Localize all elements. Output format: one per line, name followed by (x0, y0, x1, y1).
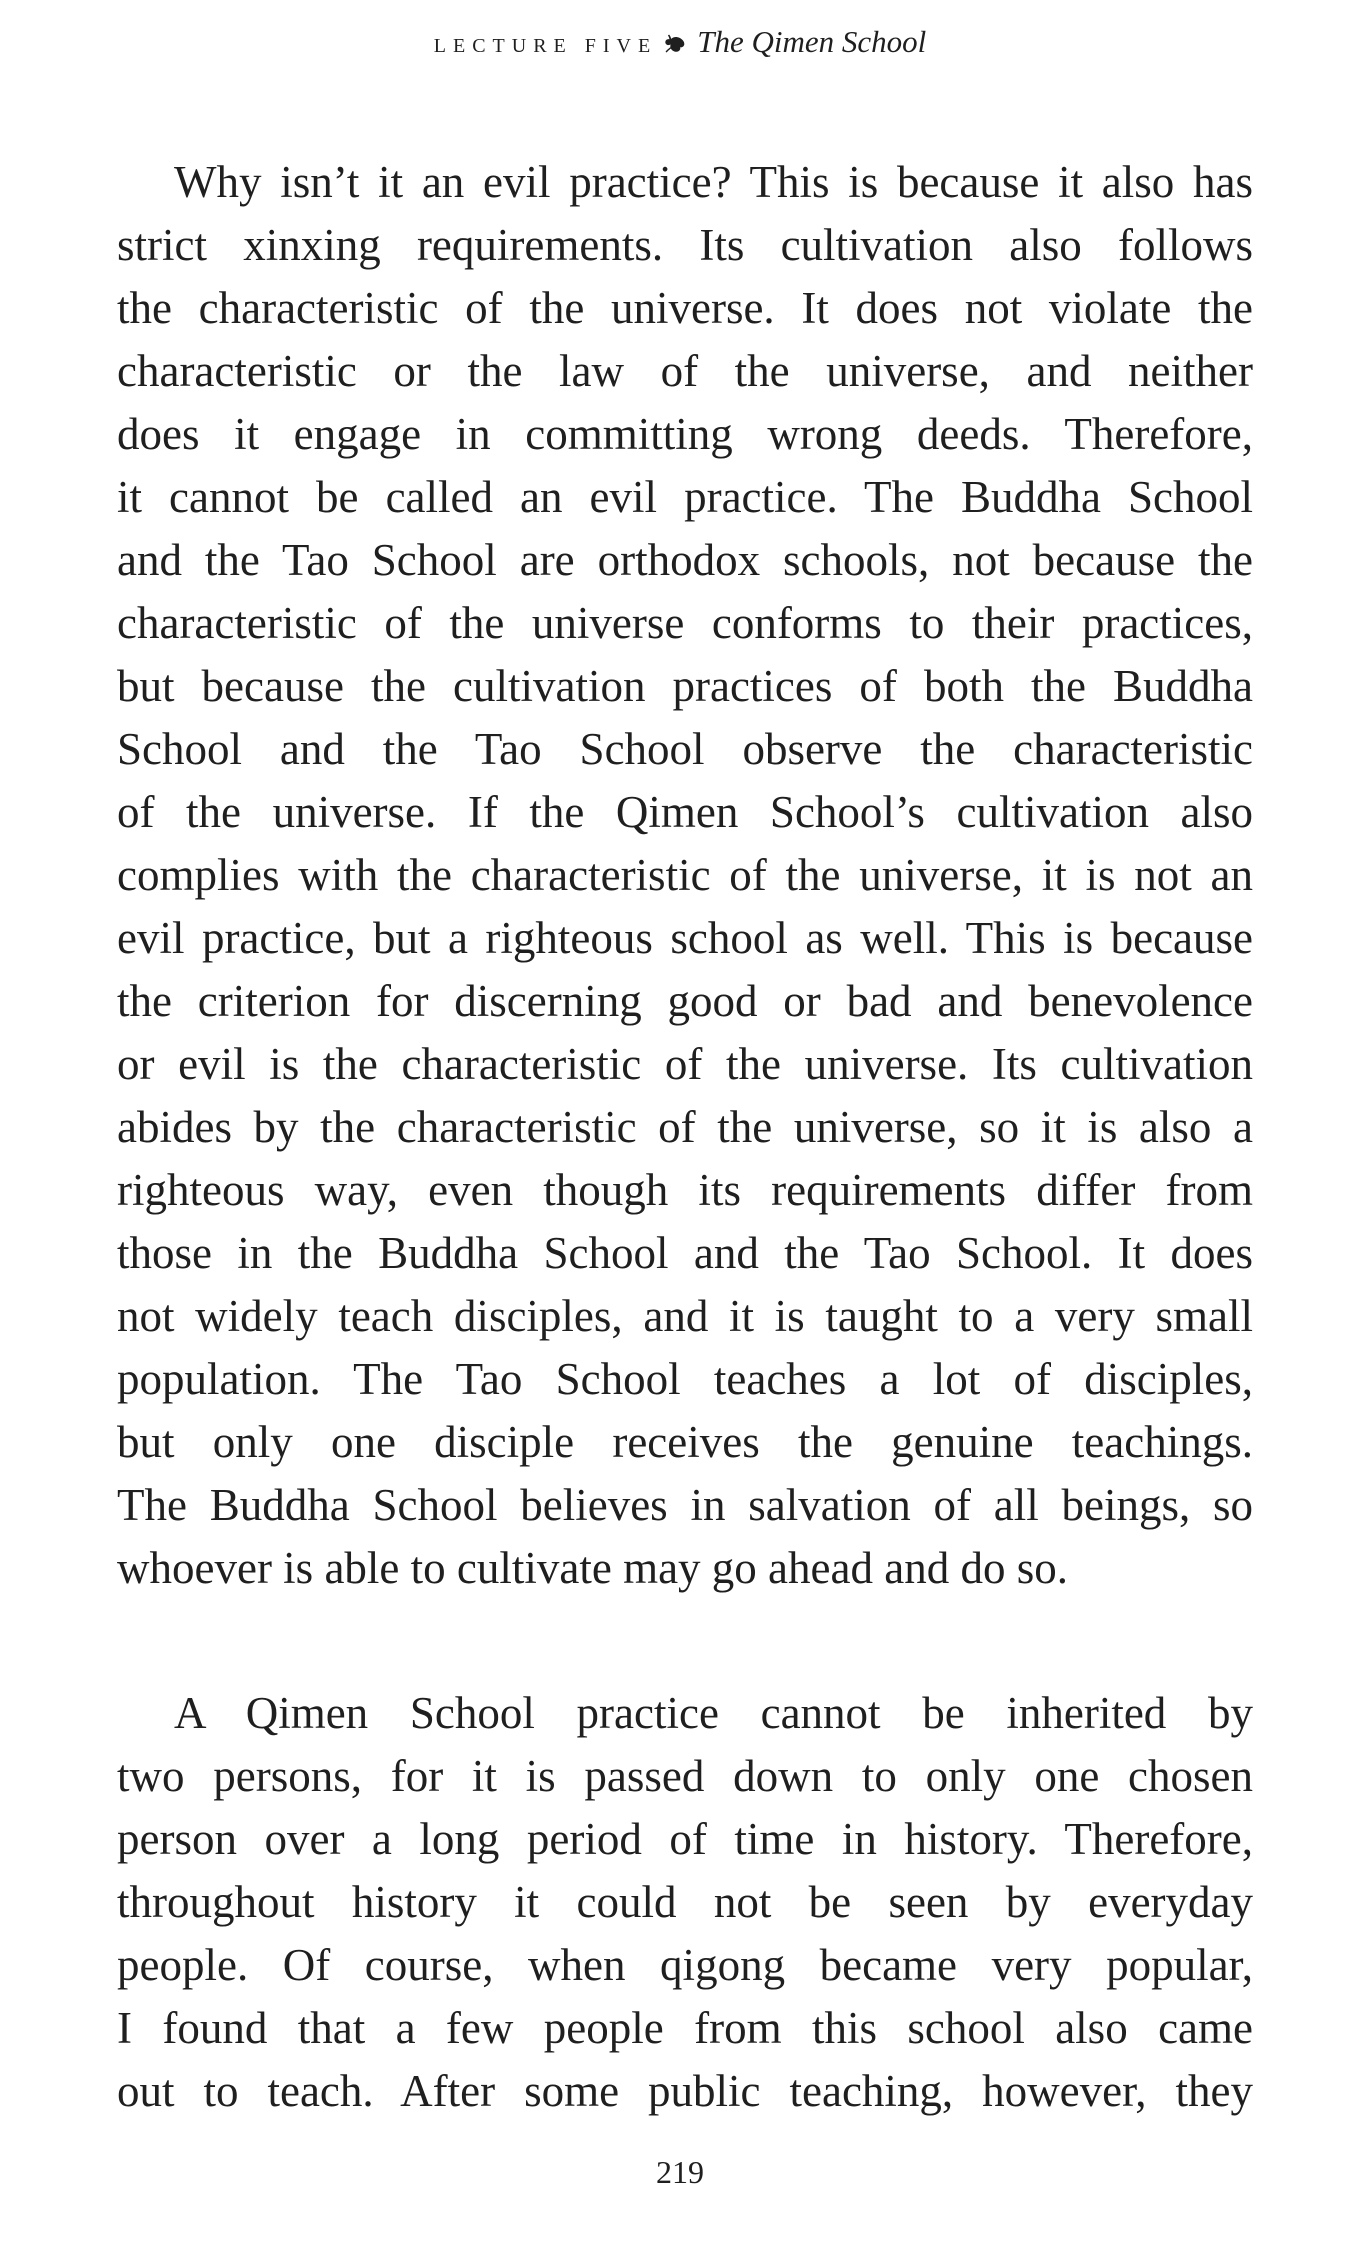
lecture-label: LECTURE FIVE (433, 35, 658, 57)
text-line: strict xinxing requirements. Its cultivation also follows (117, 220, 1253, 270)
text-line: School and the Tao School observe the characteristic (117, 724, 1253, 774)
text-line: righteous way, even though its requirements differ from (117, 1165, 1253, 1215)
text-line: person over a long period of time in history. Therefore, (117, 1814, 1253, 1864)
text-line: I found that a few people from this school also came (117, 2003, 1253, 2053)
leaf-ornament-icon (663, 32, 687, 59)
text-line: whoever is able to cultivate may go ahead and do so. (117, 1543, 1068, 1593)
text-line: out to teach. After some public teaching, however, they (117, 2066, 1253, 2116)
text-line: evil practice, but a righteous school as well. This is because (117, 913, 1253, 963)
text-line: Why isn’t it an evil practice? This is because it also has (174, 157, 1253, 207)
text-line: A Qimen School practice cannot be inherited by (174, 1688, 1253, 1738)
text-line: or evil is the characteristic of the universe. Its cultivation (117, 1039, 1253, 1089)
text-line: those in the Buddha School and the Tao School. It does (117, 1228, 1253, 1278)
text-line: characteristic of the universe conforms to their practices, (117, 598, 1253, 648)
text-line: not widely teach disciples, and it is taught to a very small (117, 1291, 1253, 1341)
running-header (0, 24, 1360, 60)
text-line: people. Of course, when qigong became very popular, (117, 1940, 1253, 1990)
text-line: the characteristic of the universe. It does not violate the (117, 283, 1253, 333)
text-line: throughout history it could not be seen by everyday (117, 1877, 1253, 1927)
text-line: does it engage in committing wrong deeds. Therefore, (117, 409, 1253, 459)
text-line: but only one disciple receives the genuine teachings. (117, 1417, 1253, 1467)
text-line: population. The Tao School teaches a lot of disciples, (117, 1354, 1253, 1404)
page-number: 219 (656, 2154, 704, 2190)
text-line: but because the cultivation practices of both the Buddha (117, 661, 1253, 711)
text-line: characteristic or the law of the universe, and neither (117, 346, 1253, 396)
text-line: it cannot be called an evil practice. The Buddha School (117, 472, 1253, 522)
text-line: of the universe. If the Qimen School’s cultivation also (117, 787, 1253, 837)
paragraph (117, 1682, 1253, 2123)
paragraph (117, 151, 1253, 1600)
text-line: two persons, for it is passed down to only one chosen (117, 1751, 1253, 1801)
text-line: abides by the characteristic of the universe, so it is also a (117, 1102, 1253, 1152)
chapter-title: The Qimen School (697, 24, 927, 59)
text-line: and the Tao School are orthodox schools, not because the (117, 535, 1253, 585)
text-line: the criterion for discerning good or bad and benevolence (117, 976, 1253, 1026)
text-line: The Buddha School believes in salvation of all beings, so (117, 1480, 1253, 1530)
body-text (117, 151, 1253, 2123)
text-line: complies with the characteristic of the universe, it is not an (117, 850, 1253, 900)
